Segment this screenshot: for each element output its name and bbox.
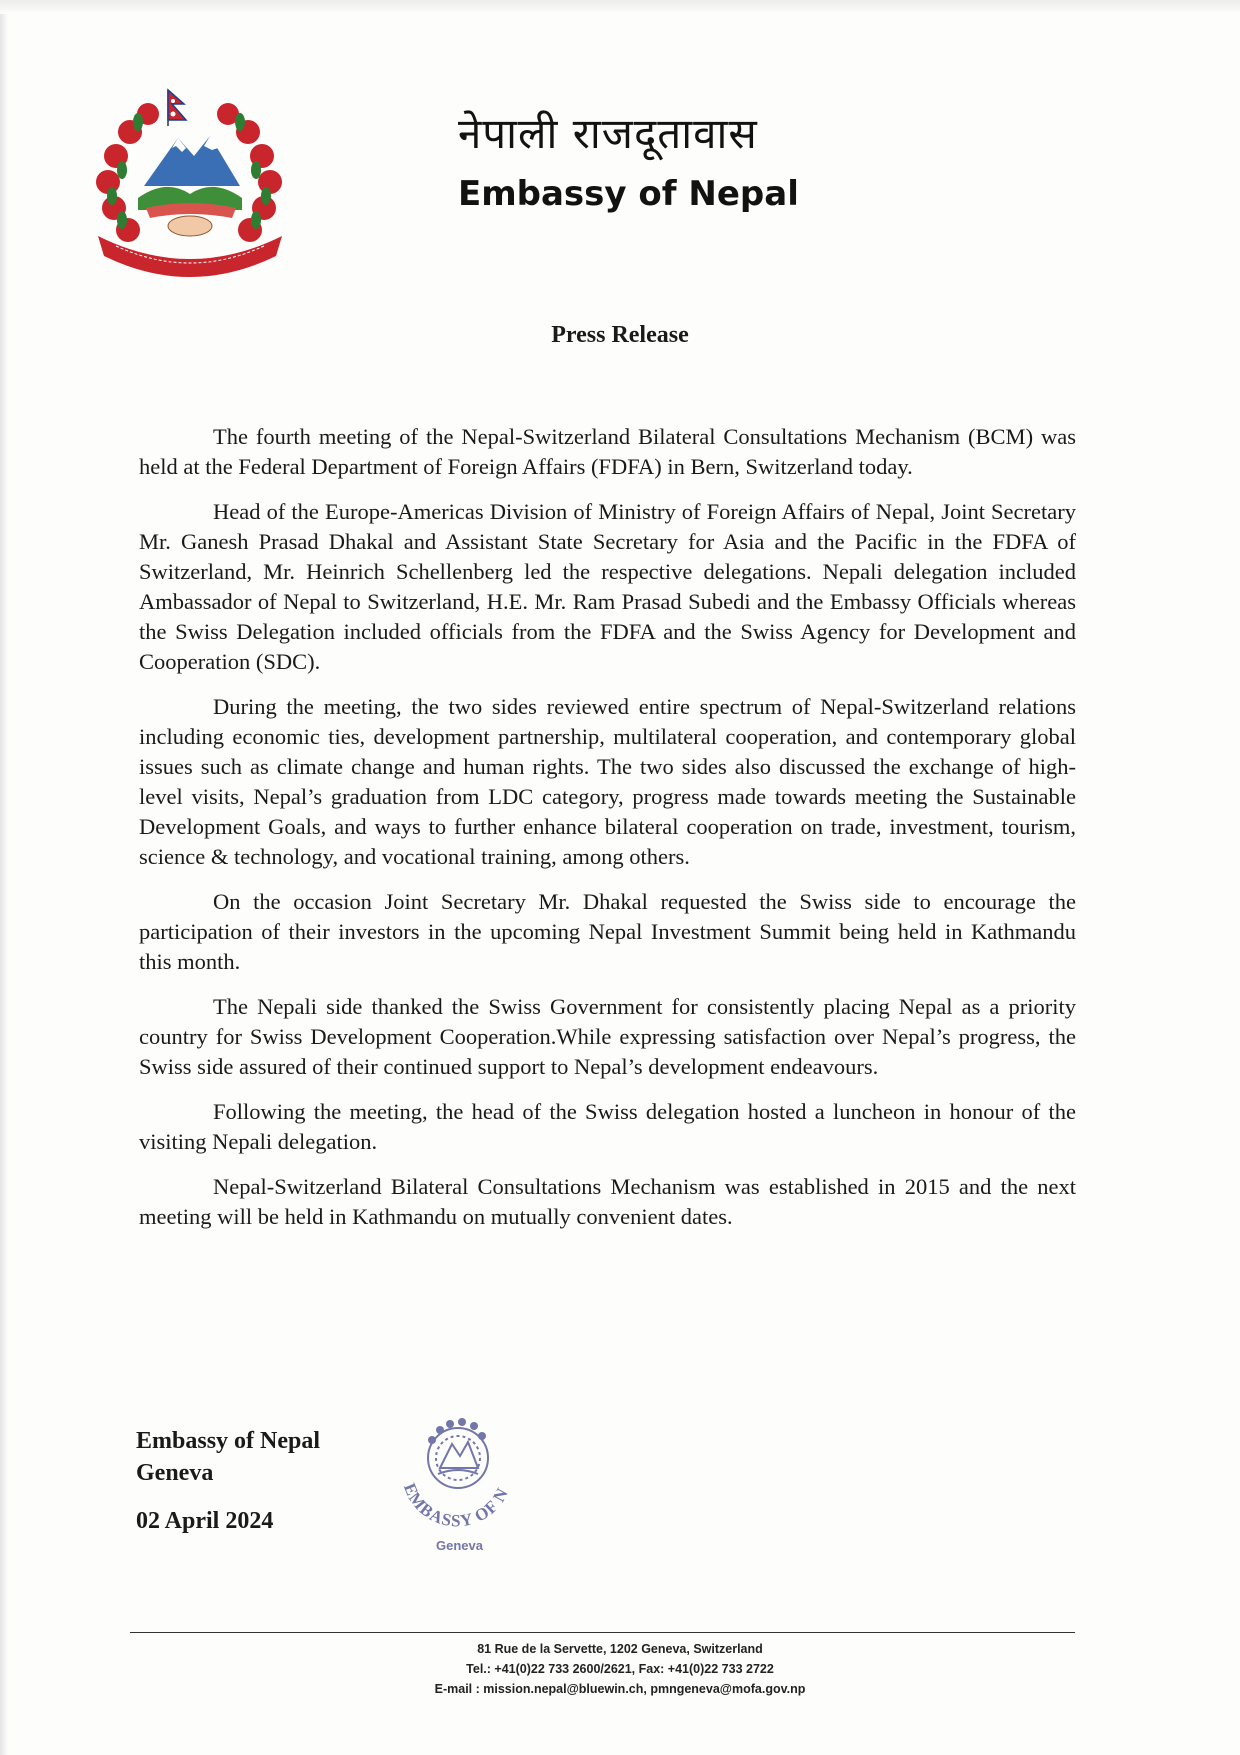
paragraph: The fourth meeting of the Nepal-Switzerland Bilateral Consultations Mechanism (BCM) was held at the Federal Department of Foreign Affairs (FDFA) in Bern, Switzerland today. [139,424,1076,479]
paragraph: During the meeting, the two sides reviewed entire spectrum of Nepal-Switzerland relations including economic ties, development partnership, multilateral cooperation, and contemporary global issues such as climate change and human rights. The two sides also discussed the exchange of high-level visits, Nepal’s graduation from LDC category, progress made towards meeting the Sustainable Development Goals, and ways to further enhance bilateral cooperation on trade, investment, tourism, science & technology, and vocational training, among others. [139,694,1076,869]
letterhead-title-english: Embassy of Nepal [458,174,799,214]
page-edge-shadow [0,0,8,1755]
footer-address: 81 Rue de la Servette, 1202 Geneva, Switzerland [477,1642,763,1656]
footer-divider [130,1632,1075,1633]
stamp-city-text: Geneva [436,1538,483,1553]
footer [0,1639,1240,1699]
paragraph: Following the meeting, the head of the Swiss delegation hosted a luncheon in honour of the visiting Nepali delegation. [139,1099,1076,1154]
page-edge-shadow-top [0,0,1240,14]
signature-block [136,1425,320,1537]
letterhead-title-nepali: नेपाली राजदूतावास [458,109,758,158]
embassy-stamp-icon [382,1408,532,1558]
document-title: Press Release [551,322,689,348]
footer-email: E-mail : mission.nepal@bluewin.ch, pmngeneva@mofa.gov.np [434,1682,806,1696]
document-body [139,422,1076,1247]
stamp-arc-text: EMBASSY OF N [399,1480,513,1531]
footer-phone: Tel.: +41(0)22 733 2600/2621, Fax: +41(0)22 733 2722 [466,1662,774,1676]
signature-org: Embassy of Nepal [136,1428,321,1454]
paragraph: On the occasion Joint Secretary Mr. Dhakal requested the Swiss side to encourage the participation of their investors in the upcoming Nepal Investment Summit being held in Kathmandu this month. [139,889,1076,974]
paragraph: Head of the Europe-Americas Division of Ministry of Foreign Affairs of Nepal, Joint Secretary Mr. Ganesh Prasad Dhakal and Assistant State Secretary for Asia and the Pacific in the FDFA of Switzerland, Mr. Heinrich Schellenberg led the respective delegations. Nepali delegation included Ambassador of Nepal to Switzerland, H.E. Mr. Ram Prasad Subedi and the Embassy Officials whereas the Swiss Delegation included officials from the FDFA and the Swiss Agency for Development and Cooperation (SDC). [139,499,1076,674]
signature-city: Geneva [136,1460,214,1486]
paragraph: The Nepali side thanked the Swiss Government for consistently placing Nepal as a priority country for Swiss Development Cooperation.While expressing satisfaction over Nepal’s progress, the Swiss side assured of their continued support to Nepal’s development endeavours. [139,994,1076,1079]
letterhead [458,108,858,216]
signature-date: 02 April 2024 [136,1508,274,1534]
nepal-emblem-icon [86,86,294,280]
paragraph: Nepal-Switzerland Bilateral Consultations Mechanism was established in 2015 and the next meeting will be held in Kathmandu on mutually convenient dates. [139,1174,1076,1229]
